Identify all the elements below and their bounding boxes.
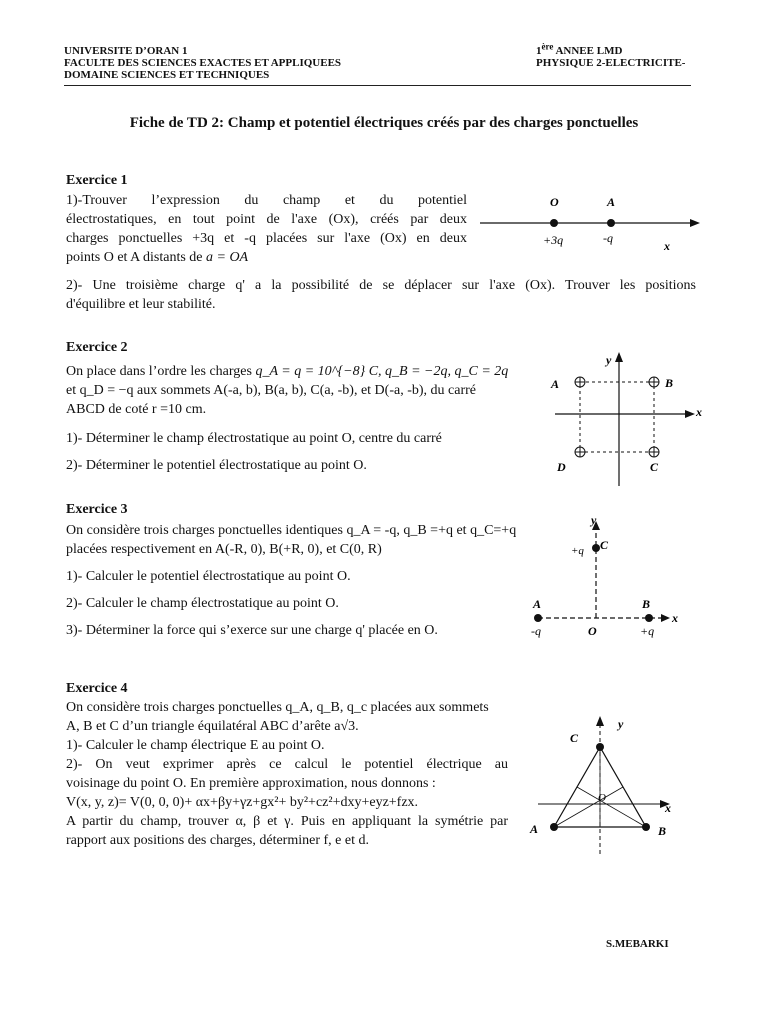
ex4-figure [520,712,695,860]
ex2-title: Exercice 2 [66,340,128,355]
ex1-part2 [66,276,696,314]
ex4-line7: A partir du champ, trouver α, β et γ. Puis en appliquant la symétrie par [66,814,508,829]
ex3-line1: On considère trois charges ponctuelles identiques q_A = -q, q_B =+q et q_C=+q [66,523,517,538]
ex3-statement [66,521,536,559]
ex4-charge-A [550,823,558,831]
ex1-part1 [66,191,467,267]
ex4-median-B [577,787,646,827]
ex1-x-arrow [690,219,700,227]
ex3-question3: 3)- Déterminer la force qui s’exerce sur une charge q' placée en O. [66,623,438,638]
ex4-statement [66,698,508,850]
ex3-label-x: x [672,611,678,625]
ex1-line2: électrostatiques, en tout point de l'axe (Ox), créés par deux [66,212,467,227]
ex4-line1: On considère trois charges ponctuelles q_A, q_B, q_c placées aux sommets [66,700,489,715]
ex2-charge-D [575,447,585,457]
ex3-charge-A [534,614,542,622]
ex3-label-O: O [588,624,597,638]
ex4-median-A [554,787,623,827]
page-title: Fiche de TD 2: Champ et potentiel électriques créés par des charges ponctuelles [129,115,639,131]
ex4-label-B: B [658,824,667,838]
ex4-y-arrow [596,716,604,726]
ex3-charge-B-value: +q [640,624,655,638]
ex4-label-A: A [530,822,539,836]
ex1-line3: charges ponctuelles +3q et -q placées sur l'axe (Ox) en deux [66,231,467,246]
ex1-charge-O-value: +3q [543,233,564,247]
ex1-title: Exercice 1 [66,173,128,188]
ex2-label-y: y [606,353,612,367]
ex2-label-D: D [557,460,566,474]
ex1-charge-O [550,219,558,227]
ex2-charge-A [575,377,585,387]
ex2-charge-C [649,447,659,457]
header-faculty: FACULTE DES SCIENCES EXACTES ET APPLIQUEES [64,57,342,69]
ex4-line6: V(x, y, z)= V(0, 0, 0)+ αx+βy+γz+gx²+ by²+cz²+dxy+eyz+fzx. [66,795,419,810]
ex2-line2: et q_D = −q aux sommets A(-a, b), B(a, b), C(a, -b), et D(-a, -b), du carré [66,383,476,398]
ex1-charge-A-value: -q [603,231,613,245]
ex1-line1: 1)-Trouver l’expression du champ et du potentiel [66,193,467,208]
ex2-square [580,382,654,452]
ex1-label-x: x [664,239,670,253]
header-institution [64,45,341,81]
header-year: 1ère ANNEE LMD [536,41,623,57]
ex1-label-A: A [607,195,616,209]
ex2-figure [540,350,710,490]
ex4-line4: 2)- On veut exprimer après ce calcul le potentiel électrique au [66,757,508,772]
ex2-charge-B [649,377,659,387]
ex4-title: Exercice 4 [66,681,128,696]
ex4-charge-B [642,823,650,831]
ex3-figure [518,510,693,645]
ex1-p2-line2: d'équilibre et leur stabilité. [66,297,216,312]
ex3-title: Exercice 3 [66,502,128,517]
header-divider [64,85,691,86]
ex3-charge-C [592,544,600,552]
ex4-label-y: y [618,717,624,731]
ex2-question2: 2)- Déterminer le potentiel électrostatique au point O. [66,458,367,473]
ex4-line2: A, B et C d’un triangle équilatéral ABC d’arête a√3. [66,719,359,734]
ex3-label-y: y [591,513,597,527]
ex3-label-A: A [533,597,542,611]
ex2-label-C: C [650,460,659,474]
ex2-question1: 1)- Déterminer le champ électrostatique au point O, centre du carré [66,431,442,446]
header-university: UNIVERSITE D’ORAN 1 [64,45,188,57]
ex2-line1: On place dans l’ordre les charges q_A = q = 10^{−8} C, q_B = −2q, q_C = 2q [66,364,509,379]
ex4-label-C: C [570,731,579,745]
ex2-y-arrow [615,352,623,362]
ex1-line4: points O et A distants de a = OA [66,250,249,265]
ex3-label-B: B [642,597,651,611]
ex3-x-arrow [661,614,670,622]
ex2-statement [66,362,532,419]
ex3-question1: 1)- Calculer le potentiel électrostatique au point O. [66,569,351,584]
ex1-label-O: O [550,195,559,209]
author-signature: S.MEBARKI [606,938,669,950]
header-subject: PHYSIQUE 2-ELECTRICITE- [536,57,686,69]
ex4-label-O: O [598,792,606,804]
ex4-label-x: x [665,801,671,815]
ex4-charge-C [596,743,604,751]
ex4-line5: voisinage du point O. En première approximation, nous donnons : [66,776,436,791]
ex3-line2: placées respectivement en A(-R, 0), B(+R, 0), et C(0, R) [66,542,382,557]
ex1-p2-line1: 2)- Une troisième charge q' a la possibilité de se déplacer sur l'axe (Ox). Trouver les positions [66,278,696,293]
header-domain: DOMAINE SCIENCES ET TECHNIQUES [64,69,270,81]
ex2-line3: ABCD de coté r =10 cm. [66,402,207,417]
ex2-label-B: B [665,376,674,390]
ex4-line3: 1)- Calculer le champ électrique E au point O. [66,738,325,753]
header-course [536,41,686,69]
ex4-line8: rapport aux positions des charges, déterminer f, e et d. [66,833,369,848]
ex3-charge-B [645,614,653,622]
ex1-figure [470,190,710,260]
ex3-charge-C-value: +q [571,545,584,557]
ex2-x-arrow [685,410,695,418]
ex3-charge-A-value: -q [531,624,541,638]
ex2-label-A: A [551,377,560,391]
ex3-question2: 2)- Calculer le champ électrostatique au point O. [66,596,339,611]
ex2-label-x: x [696,405,702,419]
ex3-label-C: C [600,538,609,552]
ex1-charge-A [607,219,615,227]
